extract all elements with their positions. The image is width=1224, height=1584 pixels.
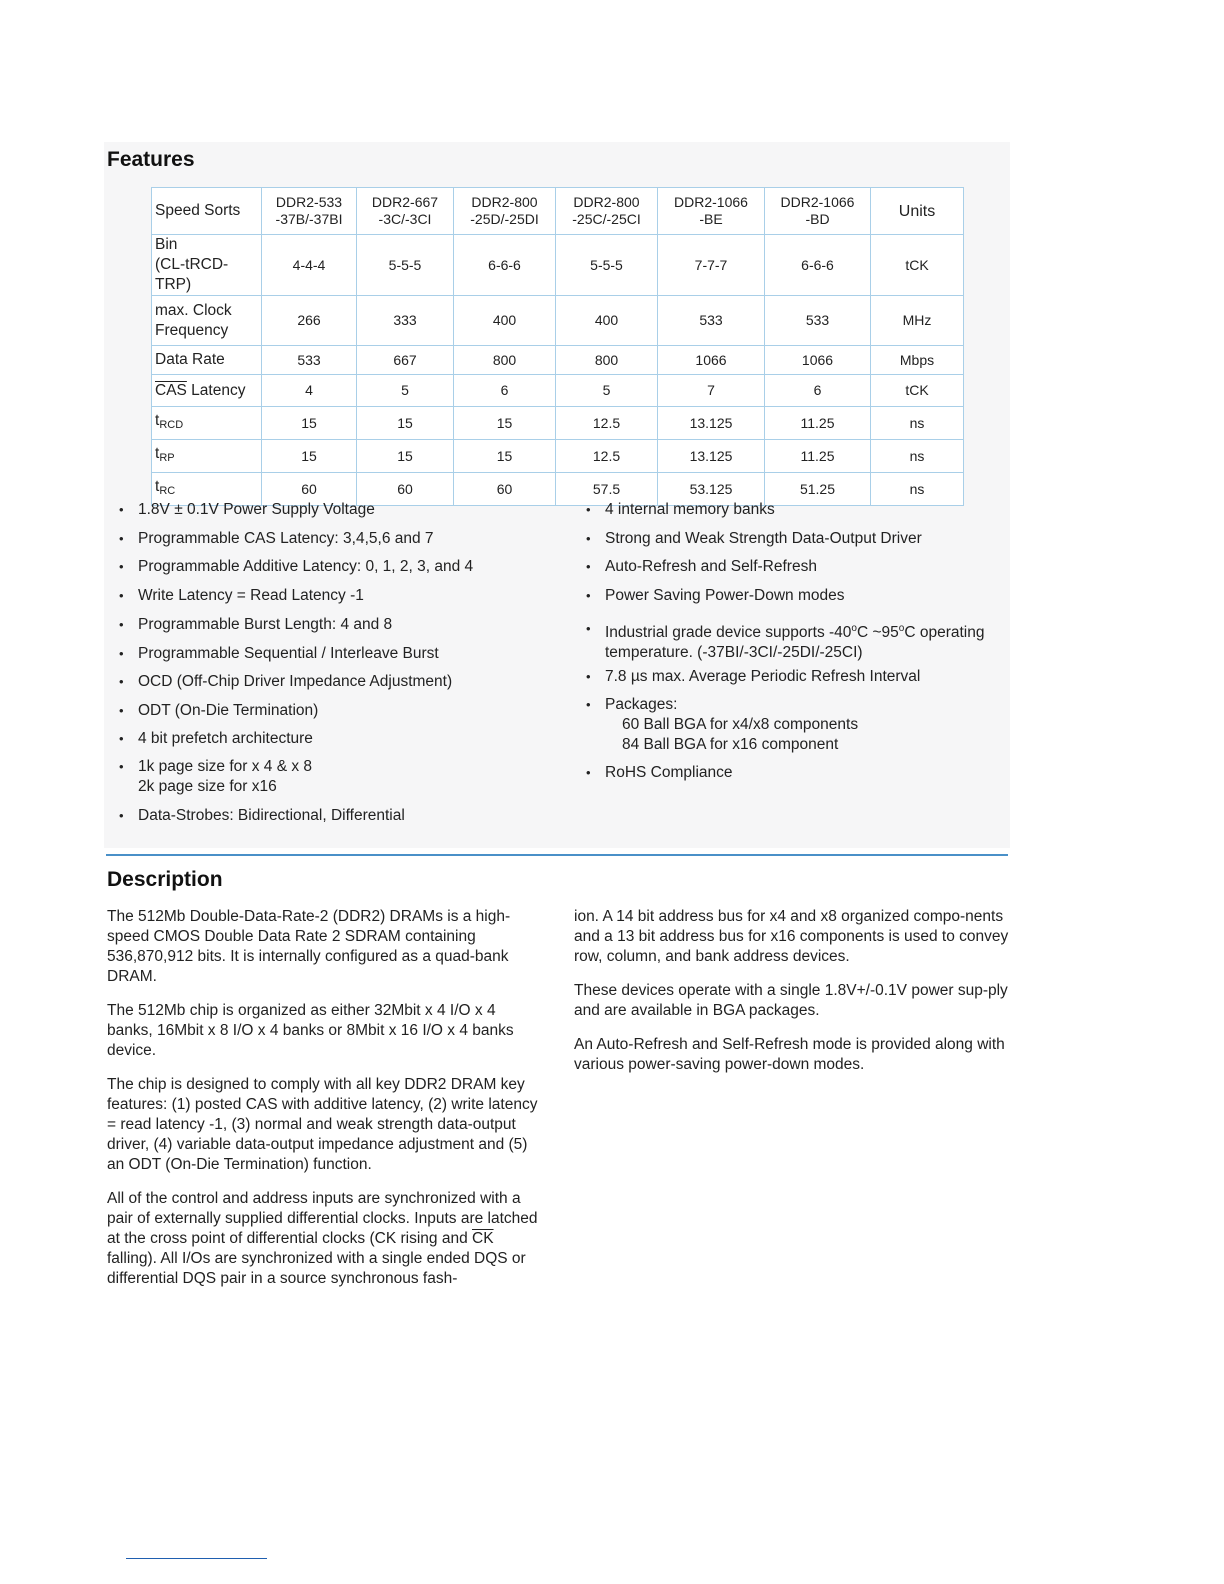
row-label: Bin (CL-tRCD-TRP) [152, 235, 262, 296]
table-cell: 15 [262, 440, 357, 473]
table-unit: ns [871, 407, 964, 440]
list-item: • RoHS Compliance [586, 763, 1010, 783]
table-cell: 13.125 [658, 407, 765, 440]
table-cell: 7 [658, 375, 765, 407]
table-cell: 5-5-5 [357, 235, 454, 296]
table-cell: 15 [454, 407, 556, 440]
header-col: DDR2-800 -25D/-25DI [454, 188, 556, 235]
table-unit: MHz [871, 296, 964, 346]
table-cell: 667 [357, 346, 454, 375]
table-unit: ns [871, 473, 964, 506]
list-item: • 7.8 µs max. Average Periodic Refresh Interval [586, 667, 1010, 687]
table-cell: 533 [262, 346, 357, 375]
features-title: Features [107, 148, 195, 171]
paragraph: ion. A 14 bit address bus for x4 and x8 organized compo-nents and a 13 bit address bus for x16 components is used to convey row, column, and bank address devices. [574, 908, 1009, 965]
row-label: $t_{RCD}$ [152, 407, 262, 440]
table-cell: 12.5 [556, 407, 658, 440]
table-cell: 57.5 [556, 473, 658, 506]
table-cell: 60 [454, 473, 556, 506]
paragraph: The 512Mb Double-Data-Rate-2 (DDR2) DRAMs is a high-speed CMOS Double Data Rate 2 SDRAM containing 536,870,912 bits. It is internally configured as a quad-bank DRAM. [107, 908, 511, 985]
paragraph: All of the control and address inputs are synchronized with a pair of externally supplied differential clocks. Inputs are latched at the cross point of differential clocks (CK rising and $\overline{CK}$ falling). All I/Os are synchronized with a single ended DQS or differential DQS pair in a source synchronous fash- [107, 1190, 538, 1287]
list-item: • Programmable CAS Latency: 3,4,5,6 and 7 [119, 529, 559, 549]
list-item: • Programmable Additive Latency: 0, 1, 2, 3, and 4 [119, 557, 559, 577]
row-label: max. Clock Frequency [152, 296, 262, 346]
table-cell: 533 [765, 296, 871, 346]
header-col: DDR2-1066 -BE [658, 188, 765, 235]
list-item: • 4 bit prefetch architecture [119, 729, 559, 749]
table-cell: 15 [357, 440, 454, 473]
table-cell: 11.25 [765, 440, 871, 473]
table-row [152, 440, 964, 473]
table-unit: ns [871, 440, 964, 473]
table-cell: 1066 [765, 346, 871, 375]
table-cell: 7-7-7 [658, 235, 765, 296]
list-item: • 4 internal memory banks [586, 500, 1010, 520]
table-cell: 51.25 [765, 473, 871, 506]
table-cell: 4-4-4 [262, 235, 357, 296]
list-item: • Programmable Burst Length: 4 and 8 [119, 615, 559, 635]
table-cell: 13.125 [658, 440, 765, 473]
table-cell: 400 [556, 296, 658, 346]
footnote-rule [126, 1558, 267, 1559]
table-cell: 53.125 [658, 473, 765, 506]
row-label: Data Rate [152, 346, 262, 375]
paragraph: The 512Mb chip is organized as either 32Mbit x 4 I/O x 4 banks, 16Mbit x 8 I/O x 4 banks or 8Mbit x 16 I/O x 4 banks device. [107, 1002, 514, 1059]
table-cell: 6-6-6 [765, 235, 871, 296]
table-cell: 400 [454, 296, 556, 346]
list-item: • ODT (On-Die Termination) [119, 701, 559, 721]
table-cell: 5 [556, 375, 658, 407]
features-list-right [586, 500, 1010, 800]
table-cell: 6-6-6 [454, 235, 556, 296]
row-label: $\overline{CAS}$ Latency [152, 375, 262, 407]
table-header-row [152, 188, 964, 235]
list-item: • Strong and Weak Strength Data-Output Driver [586, 529, 1010, 549]
list-item: • OCD (Off-Chip Driver Impedance Adjustment) [119, 672, 559, 692]
paragraph: The chip is designed to comply with all key DDR2 DRAM key features: (1) posted CAS with additive latency, (2) write latency = read latency -1, (3) normal and weak strength data-output driver, (4) variable data-output impedance adjustment and (5) an ODT (On-Die Termination) function. [107, 1076, 538, 1173]
table-cell: 800 [556, 346, 658, 375]
table-row [152, 296, 964, 346]
list-item: • 1.8V ± 0.1V Power Supply Voltage [119, 500, 559, 520]
list-item: • Write Latency = Read Latency -1 [119, 586, 559, 606]
row-label: $t_{RP}$ [152, 440, 262, 473]
table-cell: 6 [765, 375, 871, 407]
table-unit: Mbps [871, 346, 964, 375]
table-cell: 15 [262, 407, 357, 440]
list-item: • Programmable Sequential / Interleave Burst [119, 644, 559, 664]
list-item: • Power Saving Power-Down modes [586, 586, 1010, 606]
table-cell: 266 [262, 296, 357, 346]
table-cell: 5 [357, 375, 454, 407]
table-row [152, 407, 964, 440]
table-unit: tCK [871, 375, 964, 407]
table-cell: 12.5 [556, 440, 658, 473]
table-cell: 5-5-5 [556, 235, 658, 296]
table-cell: 1066 [658, 346, 765, 375]
table-cell: 333 [357, 296, 454, 346]
header-col: DDR2-533 -37B/-37BI [262, 188, 357, 235]
list-item: • 1k page size for x 4 & x 8 2k page size for x16 [119, 757, 559, 797]
table-row [152, 346, 964, 375]
table-cell: 60 [262, 473, 357, 506]
header-col: DDR2-1066 -BD [765, 188, 871, 235]
table-row [152, 375, 964, 407]
table-cell: 6 [454, 375, 556, 407]
table-cell: 4 [262, 375, 357, 407]
list-item: • Industrial grade device supports -40$^o$C ~95$^o$C operating temperature. (-37BI/-3CI/-25DI/-25CI) [586, 619, 1010, 663]
list-item: • Auto-Refresh and Self-Refresh [586, 557, 1010, 577]
row-label: $t_{RC}$ [152, 473, 262, 506]
header-speed-sorts: Speed Sorts [152, 188, 262, 235]
paragraph: These devices operate with a single 1.8V+/-0.1V power sup-ply and are available in BGA packages. [574, 982, 1008, 1019]
header-col: DDR2-800 -25C/-25CI [556, 188, 658, 235]
table-cell: 11.25 [765, 407, 871, 440]
table-cell: 15 [454, 440, 556, 473]
header-col: DDR2-667 -3C/-3CI [357, 188, 454, 235]
paragraph: An Auto-Refresh and Self-Refresh mode is provided along with various power-saving power-down modes. [574, 1036, 1005, 1073]
list-item: • Packages: 60 Ball BGA for x4/x8 components 84 Ball BGA for x16 component [586, 695, 1010, 755]
header-units: Units [871, 188, 964, 235]
table-unit: tCK [871, 235, 964, 296]
speed-sorts-table [151, 187, 964, 506]
description-column-left [107, 907, 543, 1303]
table-cell: 15 [357, 407, 454, 440]
table-cell: 800 [454, 346, 556, 375]
description-title: Description [107, 868, 223, 891]
table-cell: 533 [658, 296, 765, 346]
section-divider [106, 854, 1008, 856]
table-cell: 60 [357, 473, 454, 506]
description-column-right [574, 907, 1014, 1089]
features-list-left [119, 500, 559, 840]
list-item: • Data-Strobes: Bidirectional, Differential [119, 806, 559, 826]
table-row [152, 235, 964, 296]
